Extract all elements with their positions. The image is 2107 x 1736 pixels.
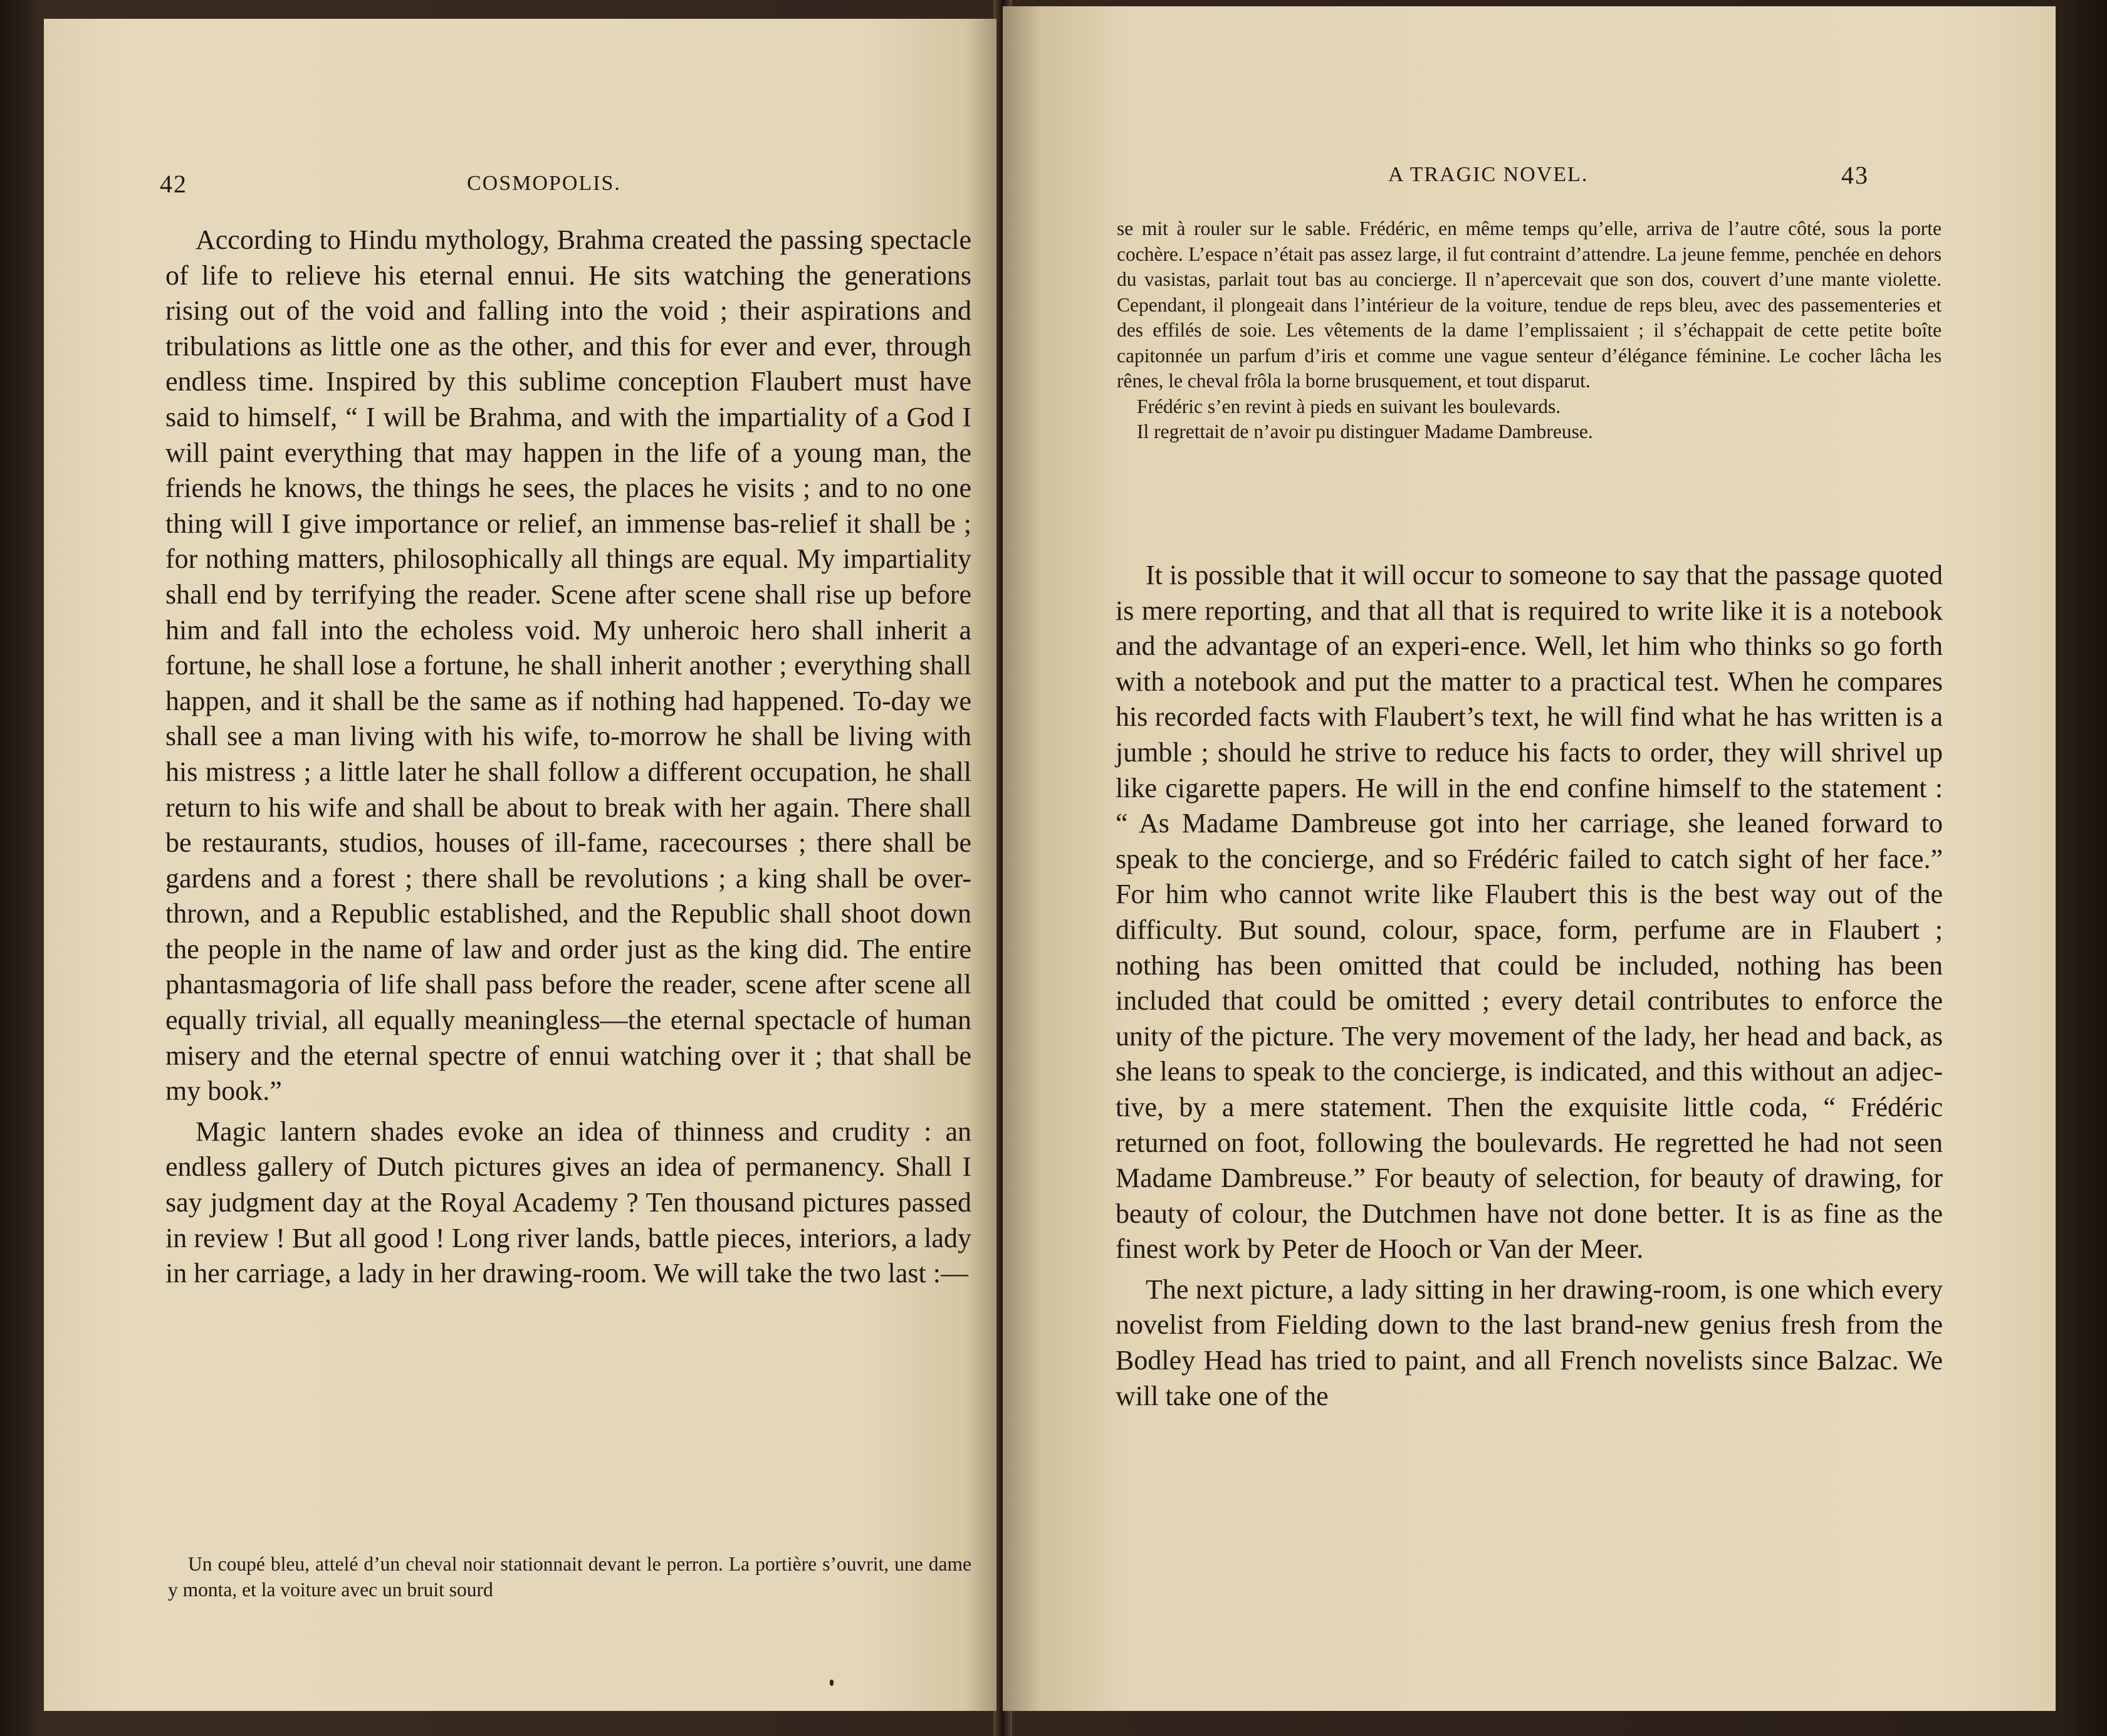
left-page — [44, 19, 996, 1711]
right-body-text — [1116, 558, 1943, 1419]
left-page-number: 42 — [160, 170, 187, 198]
right-paragraph-2: The next picture, a lady sitting in her drawing-room, is one which every novelist from Fielding down to the last brand-new genius fresh from the Bodley Head has tried to paint, and all French novelists since Balzac. We will take one of the — [1116, 1273, 1943, 1411]
left-running-title: COSMOPOLIS. — [467, 172, 621, 195]
right-quote-line-2: Frédéric s’en revint à pieds en suivant les boulevards. — [1137, 395, 1561, 417]
right-french-quote — [1117, 216, 1942, 445]
right-page-number: 43 — [1841, 161, 1869, 189]
left-french-quote — [168, 1552, 971, 1603]
left-paragraph-2: Magic lantern shades evoke an idea of thinness and crudity : an endless gallery of Dutch pictures gives an idea of permanency. Shall I say judgment day at the Royal Academy ? Ten thousand pictures passed in review ! But all good ! Long river lands, battle pieces, interiors, a lady in her carriage, a lady in her drawing-room. We will take the two last :— — [165, 1116, 971, 1289]
left-quote-text: Un coupé bleu, attelé d’un cheval noir stationnait devant le perron. La portière s’ouvrit, une dame y monta, et la voiture avec un bruit sourd — [168, 1553, 971, 1601]
right-running-title: A TRAGIC NOVEL. — [1388, 163, 1589, 186]
right-paragraph-1: It is possible that it will occur to someone to say that the passage quoted is mere reporting, and that all that is required to write like it is a notebook and the advantage of an experi-ence. Well, let him who thinks so go forth with a notebook and put the matter to a practical test. When he compares his recorded facts with Flaubert’s text, he will find what he has written is a jumble ; should he strive to reduce his facts to order, they will shrivel up like cigarette papers. He will in the end confine himself to the statement : “ As Madame Dambreuse got into her carriage, she leaned forward to speak to the concierge, and so Frédéric failed to catch sight of her face.” For him who cannot write like Flaubert this is the best way out of the difficulty. But sound, colour, space, form, perfume are in Flaubert ; nothing has been omitted that could be included, nothing has been included that could be omitted ; every detail contributes to enforce the unity of the picture. The very movement of the lady, her head and back, as she leans to speak to the concierge, is indicated, and this without an adjec-tive, by a mere statement. Then the exquisite little coda, “ Frédéric returned on foot, following the boulevards. He regretted he had not seen Madame Dambreuse.” For beauty of selection, for beauty of drawing, for beauty of colour, the Dutchmen have not done better. It is as fine as the finest work by Peter de Hooch or Van der Meer. — [1116, 560, 1943, 1265]
left-paragraph-1: According to Hindu mythology, Brahma created the passing spectacle of life to relieve his eternal ennui. He sits watching the generations rising out of the void and falling into the void ; their aspirations and tribulations as little one as the other, and this for ever and ever, through endless time. Inspired by this sublime conception Flaubert must have said to himself, “ I will be Brahma, and with the impartiality of a God I will paint everything that may happen in the life of a young man, the friends he knows, the things he sees, the places he visits ; and to no one thing will I give importance or relief, an immense bas-relief it shall be ; for nothing matters, philosophically all things are equal. My impartiality shall end by terrifying the reader. Scene after scene shall rise up before him and fall into the echoless void. My unheroic hero shall inherit a fortune, he shall lose a fortune, he shall inherit another ; everything shall happen, and it shall be the same as if nothing had happened. To-day we shall see a man living with his wife, to-morrow he shall be living with his mistress ; a little later he shall follow a different occupation, he shall return to his wife and shall be about to break with her again. There shall be restaurants, studios, houses of ill-fame, racecourses ; there shall be gardens and a forest ; there shall be revolutions ; a king shall be over-thrown, and a Republic established, and the Republic shall shoot down the people in the name of law and order just as the king did. The entire phantasmagoria of life shall pass before the reader, scene after scene all equally trivial, all equally meaningless—the eternal spectacle of human misery and the eternal spectre of ennui watching over it ; that shall be my book.” — [165, 224, 971, 1107]
right-quote-paragraph: se mit à rouler sur le sable. Frédéric, en même temps qu’elle, arriva de l’autre côté, sous la porte cochère. L’espace n’était pas assez large, il fut contraint d’attendre. La jeune femme, penchée en dehors du vasistas, parlait tout bas au concierge. Il n’apercevait que son dos, couvert d’une mante violette. Cependant, il plongeait dans l’intérieur de la voiture, tendue de reps bleu, avec des passementeries et des effilés de soie. Les vêtements de la dame l’emplissaient ; il s’échappait de cette petite boîte capitonnée un parfum d’iris et comme une vague senteur d’élégance féminine. Le cocher lâcha les rênes, le cheval frôla la borne brusquement, et tout disparut. — [1117, 217, 1942, 392]
left-running-head — [44, 150, 996, 198]
right-quote-line-3: Il regrettait de n’avoir pu distinguer Madame Dambreuse. — [1137, 421, 1593, 442]
right-running-head — [1003, 150, 2056, 188]
left-body-text — [165, 222, 971, 1297]
right-page — [1003, 6, 2056, 1711]
paper-speck — [830, 1680, 834, 1686]
